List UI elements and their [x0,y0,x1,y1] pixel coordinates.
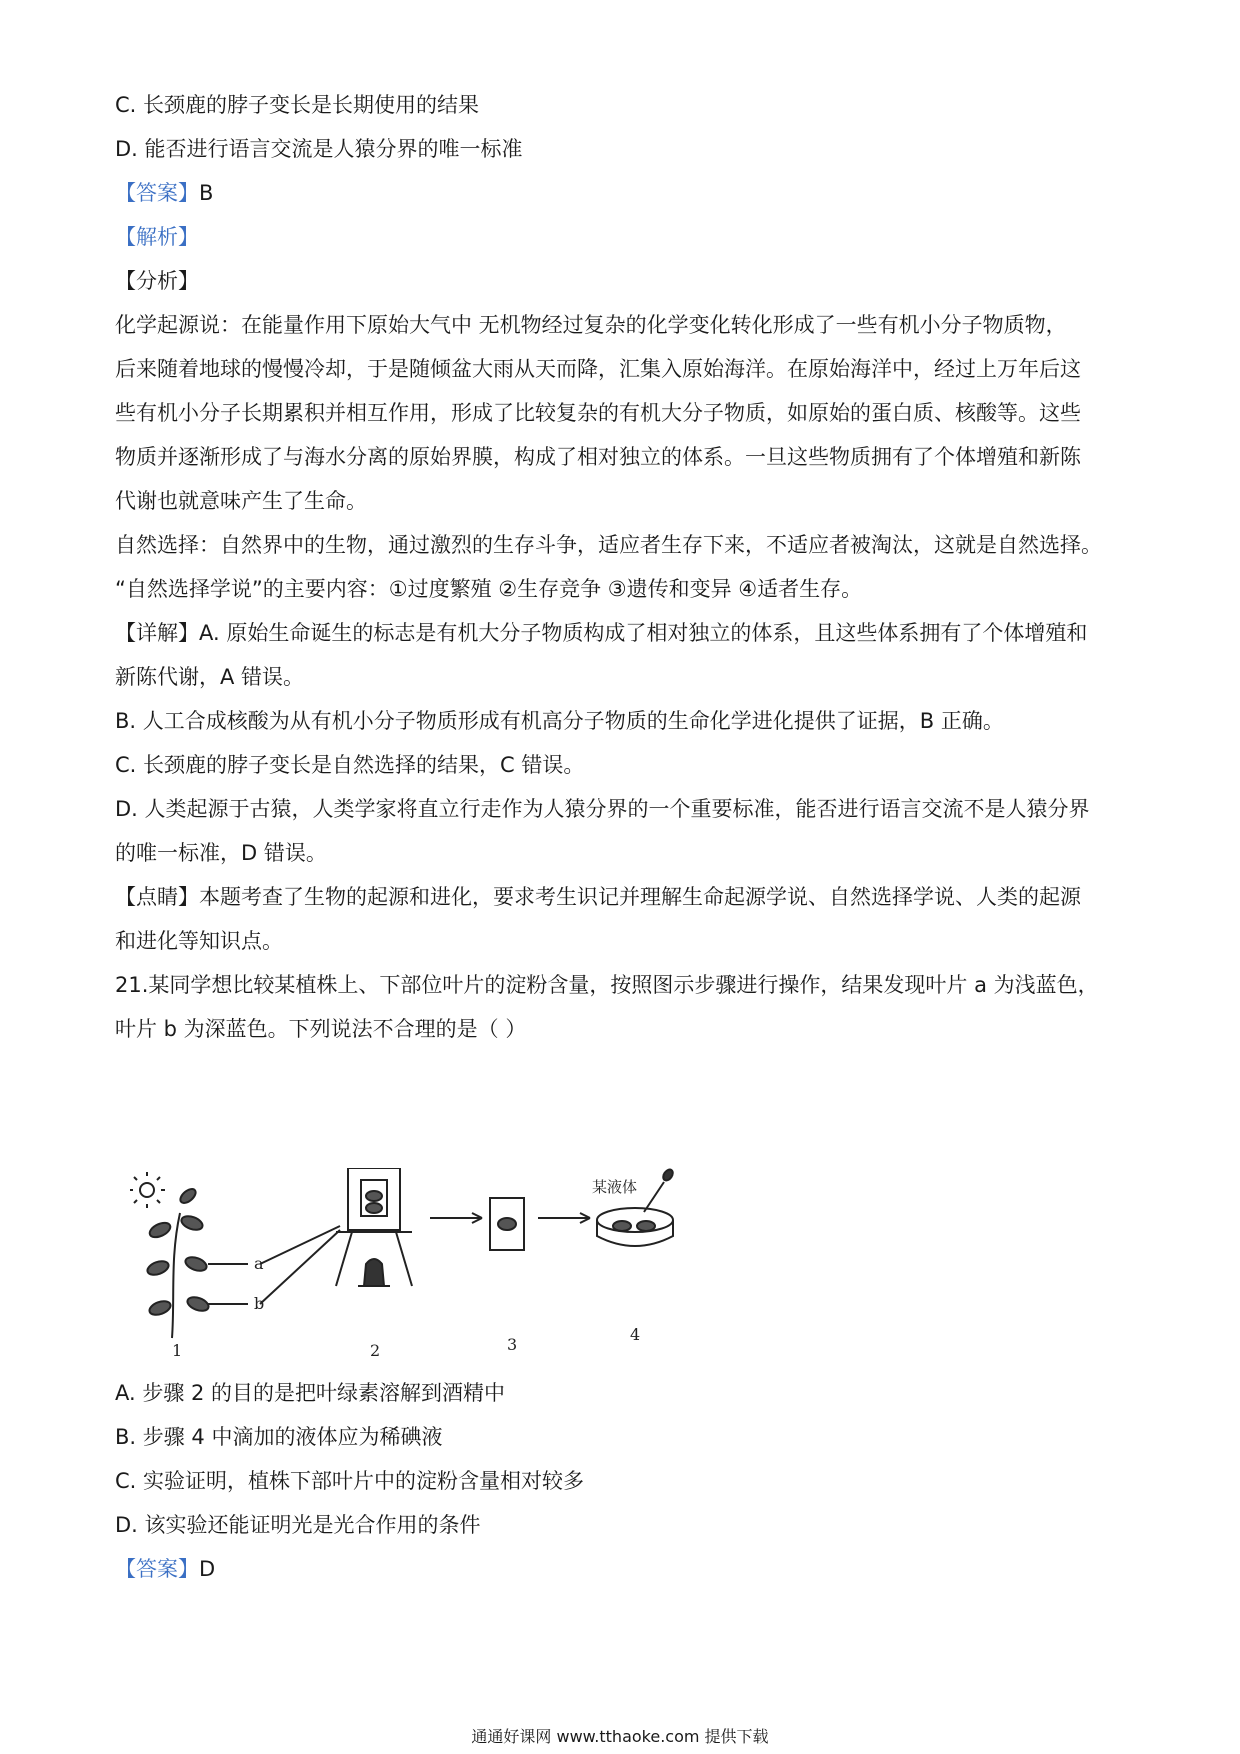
option-a: A. 步骤 2 的目的是把叶绿素溶解到酒精中 [115,1381,506,1405]
petri-dish-illustration [597,1208,673,1246]
option-c: C. 实验证明，植株下部叶片中的淀粉含量相对较多 [115,1469,585,1493]
fenxi-line: 些有机小分子长期累积并相互作用，形成了比较复杂的有机大分子物质，如原始的蛋白质、核酸等。这些 [115,401,1081,425]
footer-watermark: 通通好课网 www.tthaoke.com 提供下载 [471,1727,769,1746]
water-bath-apparatus [336,1168,412,1286]
label-b: b [254,1294,265,1313]
dianjing-line: 和进化等知识点。 [115,929,283,953]
sun-icon [130,1172,165,1208]
dropper-icon [644,1168,675,1212]
fenxi-line: 后来随着地球的慢慢冷却，于是随倾盆大雨从天而降，汇集入原始海洋。在原始海洋中，经过上万年后这 [115,357,1081,381]
fenxi-line: 代谢也就意味产生了生命。 [115,489,367,513]
analysis-tag: 【解析】 [115,225,199,249]
dianjing-tag: 【点睛】 [115,885,199,909]
answer-value: B [199,181,214,205]
answer-line [115,1554,1135,1584]
option-c: C. 长颈鹿的脖子变长是长期使用的结果 [115,93,480,117]
answer-tag: 【答案】 [115,181,199,205]
fenxi-line: 化学起源说：在能量作用下原始大气中 无机物经过复杂的化学变化转化形成了一些有机小分子物质物， [115,313,1067,337]
answer-line [115,178,1135,208]
option-b: B. 步骤 4 中滴加的液体应为稀碘液 [115,1425,443,1449]
fenxi-tag: 【分析】 [115,269,199,293]
step-label-1: 1 [172,1341,183,1358]
answer-value: D [199,1557,216,1581]
dianjing-line [115,882,1135,912]
step-label-2: 2 [370,1341,381,1358]
xiangjie-tag: 【详解】 [115,621,199,645]
xiangjie-line: 的唯一标准，D 错误。 [115,841,327,865]
dianjing-text: 本题考查了生物的起源和进化，要求考生识记并理解生命起源学说、自然选择学说、人类的起源 [199,885,1081,909]
xiangjie-line [115,618,1135,648]
question-stem-line: 叶片 b 为深蓝色。下列说法不合理的是（ ） [115,1017,527,1041]
fenxi-line: 自然选择：自然界中的生物，通过激烈的生存斗争，适应者生存下来，不适应者被淘汰，这就是自然选择。 [115,533,1102,557]
option-d: D. 该实验还能证明光是光合作用的条件 [115,1513,481,1537]
xiangjie-line: D. 人类起源于古猿，人类学家将直立行走作为人猿分界的一个重要标准，能否进行语言交流不是人猿分界 [115,797,1090,821]
question-stem-line: 21.某同学想比较某植株上、下部位叶片的淀粉含量，按照图示步骤进行操作，结果发现叶片 a 为浅蓝色， [115,973,1099,997]
experiment-figure [130,1168,770,1358]
label-a: a [254,1254,264,1273]
step-label-3: 3 [507,1335,518,1354]
option-d: D. 能否进行语言交流是人猿分界的唯一标准 [115,137,523,161]
fenxi-line: 物质并逐渐形成了与海水分离的原始界膜，构成了相对独立的体系。一旦这些物质拥有了个体增殖和新陈 [115,445,1081,469]
beaker-illustration [490,1198,524,1250]
xiangjie-line: 新陈代谢，A 错误。 [115,665,305,689]
plant-illustration [146,1186,211,1338]
liquid-label: 某液体 [592,1178,638,1196]
xiangjie-line: B. 人工合成核酸为从有机小分子物质形成有机高分子物质的生命化学进化提供了证据，B 正确。 [115,709,1004,733]
xiangjie-text: A. 原始生命诞生的标志是有机大分子物质构成了相对独立的体系，且这些体系拥有了个体增殖和 [199,621,1088,645]
xiangjie-line: C. 长颈鹿的脖子变长是自然选择的结果，C 错误。 [115,753,585,777]
fenxi-line: “自然选择学说”的主要内容：①过度繁殖 ②生存竞争 ③遗传和变异 ④适者生存。 [115,577,863,601]
step-label-4: 4 [630,1325,641,1344]
answer-tag: 【答案】 [115,1557,199,1581]
